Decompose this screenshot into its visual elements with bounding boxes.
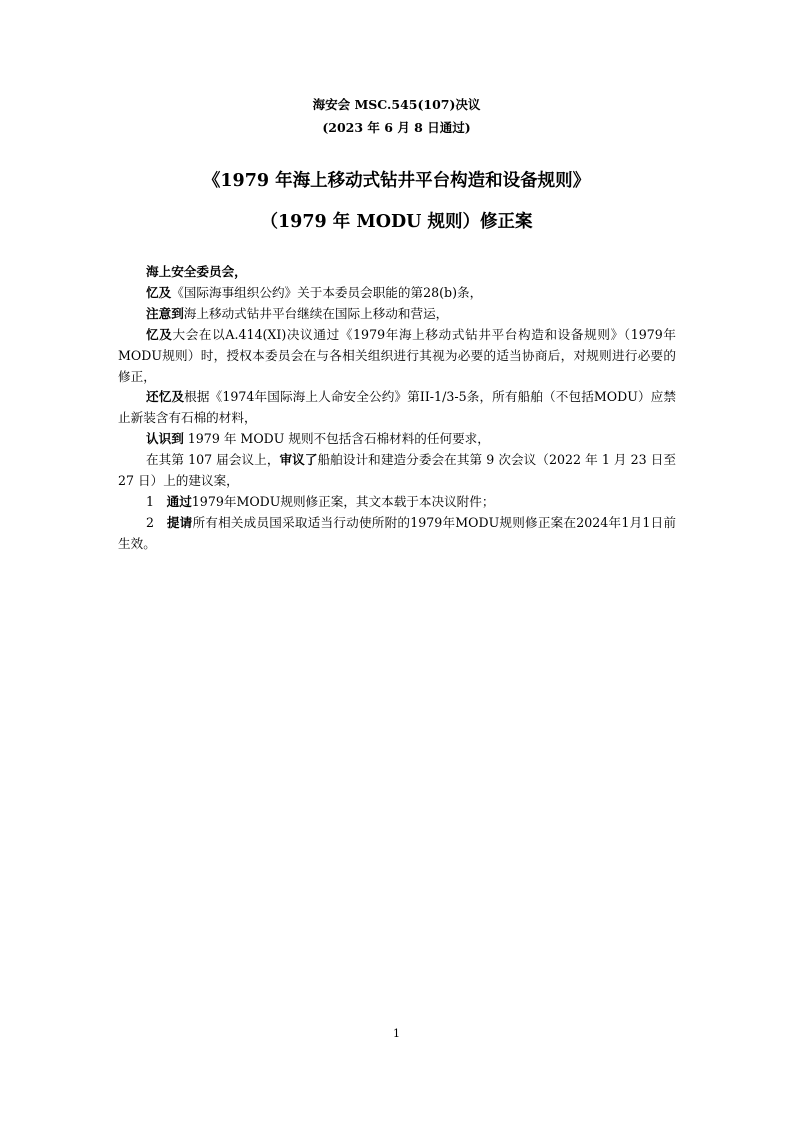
page-number: 1: [393, 1027, 400, 1040]
paragraph-text: 大会在以A.414(XI)决议通过《1979年海上移动式钻井平台构造和设备规则》（1979年MODU规则）时，授权本委员会在与各相关组织进行其视为必要的适当协商后，对规则进行必要的修正，: [118, 326, 677, 384]
committee-name: 海上安全委员会，: [146, 264, 247, 279]
preamble-paragraph: [118, 304, 676, 325]
document-subtitle: （1979 年 MODU 规则）修正案: [260, 212, 533, 232]
lead-word: 注意到: [146, 305, 184, 321]
paragraph-text: 海上移动式钻井平台继续在国际上移动和营运，: [183, 305, 449, 321]
paragraph-number: 2: [146, 514, 155, 530]
preamble-paragraph: [118, 450, 676, 492]
lead-word: 还忆及: [146, 389, 185, 405]
paragraph-text: 所有相关成员国采取适当行动使所附的1979年MODU规则修正案在2024年1月1日前生效。: [118, 514, 677, 551]
lead-word: 通过: [166, 493, 192, 509]
lead-word: 审议了: [279, 452, 318, 468]
adoption-date: (2023 年 6 月 8 日通过): [322, 120, 471, 135]
resolution-body: [118, 262, 676, 555]
preamble-paragraph: [118, 429, 676, 450]
resolution-number: 海安会 MSC.545(107)决议: [312, 97, 481, 112]
paragraph-text: 根据《1974年国际海上人命安全公约》第II-1/3-5条，所有船舶（不包括MODU）应禁止新装含有石棉的材料，: [118, 389, 677, 426]
lead-word: 认识到: [146, 431, 184, 447]
operative-paragraph: [118, 492, 676, 513]
paragraph-prefix: 在其第 107 届会议上，: [146, 452, 280, 468]
paragraph-number: 1: [146, 493, 155, 509]
lead-word: 忆及: [146, 284, 172, 300]
document-title: 《1979 年海上移动式钻井平台构造和设备规则》: [202, 171, 591, 191]
paragraph-text: 1979 年 MODU 规则不包括含石棉材料的任何要求，: [183, 431, 490, 447]
committee-line: [118, 262, 676, 283]
lead-word: 提请: [166, 514, 193, 530]
paragraph-text: 《国际海事组织公约》关于本委员会职能的第28(b)条，: [171, 284, 483, 300]
paragraph-text: 1979年MODU规则修正案，其文本载于本决议附件；: [191, 493, 495, 509]
lead-word: 忆及: [146, 326, 173, 342]
preamble-paragraph: [118, 387, 676, 429]
paragraph-text: 船舶设计和建造分委会在其第 9 次会议（2022 年 1 月 23 日至 27 日）上的建议案，: [118, 452, 677, 489]
preamble-paragraph: [118, 325, 676, 388]
operative-paragraph: [118, 513, 676, 555]
preamble-paragraph: [118, 283, 676, 304]
